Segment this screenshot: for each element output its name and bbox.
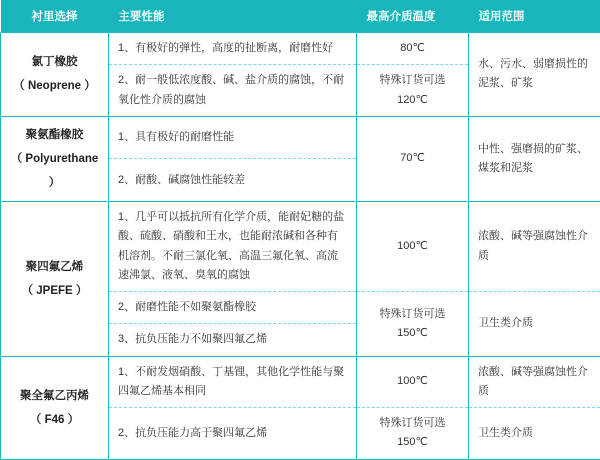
material-name-line-1: 聚氨酯橡胶 — [10, 123, 99, 147]
temperature-cell: 70℃ — [357, 116, 469, 201]
table-body — [1, 33, 600, 460]
table-header — [1, 0, 600, 33]
properties-cell: 1、不耐发烟硝酸、丁基锂，其他化学性能与聚四氟乙烯基本相同 — [109, 356, 357, 408]
temperature-cell: 特殊订货可选 150℃ — [357, 292, 469, 357]
temperature-cell: 特殊订货可选 150℃ — [357, 408, 469, 460]
properties-cell: 1、几乎可以抵抗所有化学介质，能耐妃糖的盐酸、硫酸、硝酸和王水，也能耐浓碱和各种有机溶剂。不耐三氯化氧、高温三氟化氧、高流速沸氯、液氧、臭氧的腐蚀 — [109, 202, 357, 292]
material-name-line-2: （ F46 ） — [10, 408, 99, 432]
material-name-f46 — [1, 356, 109, 459]
table-row — [1, 33, 600, 65]
temperature-cell: 100℃ — [357, 202, 469, 292]
properties-cell: 2、耐酸、碱腐蚀性能较差 — [109, 159, 357, 202]
material-name-line-2: （ Polyurethane ） — [10, 147, 99, 195]
table-row — [1, 356, 600, 408]
column-header-max-temperature: 最高介质温度 — [357, 0, 469, 33]
properties-cell: 1、有极好的弹性，高度的扯断离，耐磨性好 — [109, 33, 357, 65]
table-row — [1, 116, 600, 159]
table-row — [1, 202, 600, 292]
material-name-ptfe — [1, 202, 109, 357]
properties-cell: 2、耐磨性能不如聚氨酯橡胶 — [109, 292, 357, 324]
material-name-line-2: （ JPEFE ） — [10, 279, 99, 303]
properties-cell: 2、抗负压能力高于聚四氟乙烯 — [109, 408, 357, 460]
column-header-application-scope: 适用范围 — [469, 0, 600, 33]
column-header-properties: 主要性能 — [109, 0, 357, 33]
column-header-lining: 衬里选择 — [1, 0, 109, 33]
material-name-line-1: 聚四氟乙烯 — [10, 255, 99, 279]
material-name-line-1: 氯丁橡胶 — [10, 50, 99, 74]
material-name-neoprene — [1, 33, 109, 117]
scope-cell: 浓酸、碱等强腐蚀性介质 — [469, 202, 600, 292]
scope-cell: 卫生类介质 — [469, 292, 600, 357]
material-name-polyurethane — [1, 116, 109, 201]
properties-cell: 3、抗负压能力不如聚四氟乙烯 — [109, 324, 357, 356]
scope-cell: 中性、强磨损的矿浆、煤浆和泥浆 — [469, 116, 600, 201]
scope-cell: 水、污水、弱磨损性的泥浆、矿浆 — [469, 33, 600, 117]
temperature-cell: 特殊订货可选 120℃ — [357, 65, 469, 117]
properties-cell: 1、具有极好的耐磨性能 — [109, 116, 357, 159]
temperature-cell: 100℃ — [357, 356, 469, 408]
table-header-row — [1, 0, 600, 33]
temperature-cell: 80℃ — [357, 33, 469, 65]
material-name-line-1: 聚全氟乙丙烯 — [10, 384, 99, 408]
properties-cell: 2、耐一般低浓度酸、碱、盐介质的腐蚀，不耐氧化性介质的腐蚀 — [109, 65, 357, 117]
material-name-line-2: （ Neoprene ） — [10, 74, 99, 98]
scope-cell: 卫生类介质 — [469, 408, 600, 460]
scope-cell: 浓酸、碱等强腐蚀性介质 — [469, 356, 600, 408]
